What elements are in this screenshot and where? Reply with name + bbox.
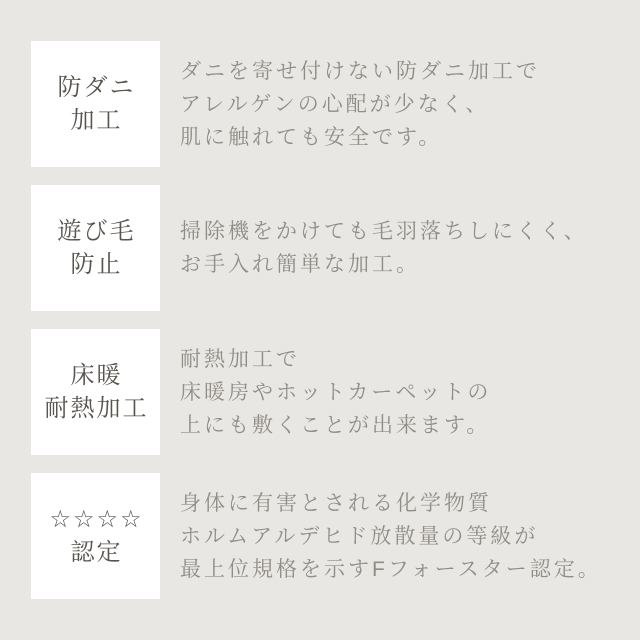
fourstar-icons: ☆☆☆☆	[49, 506, 144, 533]
feature-description	[180, 215, 588, 281]
badge-label-line: 防止	[70, 251, 123, 278]
description-line: アレルゲンの心配が少なく、	[180, 92, 490, 116]
description-line: 掃除機をかけても毛羽落ちしにくく、	[180, 220, 588, 243]
description-line: 肌に触れても安全です。	[180, 125, 443, 149]
feature-badge-heat-resistant	[31, 329, 160, 455]
badge-label-line: 加工	[70, 107, 123, 134]
badge-label-line: 防ダニ	[57, 74, 136, 101]
description-line: ホルムアルデヒド放散量の等級が	[180, 524, 539, 548]
badge-label-line: 床暖	[70, 362, 123, 389]
badge-label-line: 認定	[70, 539, 123, 566]
feature-description	[180, 55, 540, 154]
badge-label-line: 耐熱加工	[44, 395, 149, 422]
description-line: 最上位規格を示すFフォースター認定。	[180, 557, 602, 581]
feature-row-heat-resistant	[31, 329, 609, 455]
feature-row-lint-prevention	[31, 185, 609, 311]
feature-list	[31, 41, 609, 599]
feature-row-anti-mite	[31, 41, 609, 167]
description-line: お手入れ簡単な加工。	[180, 253, 420, 276]
description-line: ダニを寄せ付けない防ダニ加工で	[180, 59, 540, 83]
description-line: 耐熱加工で	[180, 347, 300, 371]
description-line: 身体に有害とされる化学物質	[180, 491, 492, 515]
feature-description	[180, 343, 491, 442]
feature-row-fourstar-certified	[31, 473, 609, 599]
feature-badge-lint-prevention	[31, 185, 160, 311]
feature-badge-anti-mite	[31, 41, 160, 167]
description-line: 上にも敷くことが出来ます。	[180, 413, 491, 437]
feature-badge-fourstar-certified	[31, 473, 160, 599]
description-line: 床暖房やホットカーペットの	[180, 380, 492, 404]
feature-description	[180, 487, 602, 586]
badge-label-line: 遊び毛	[57, 218, 136, 245]
